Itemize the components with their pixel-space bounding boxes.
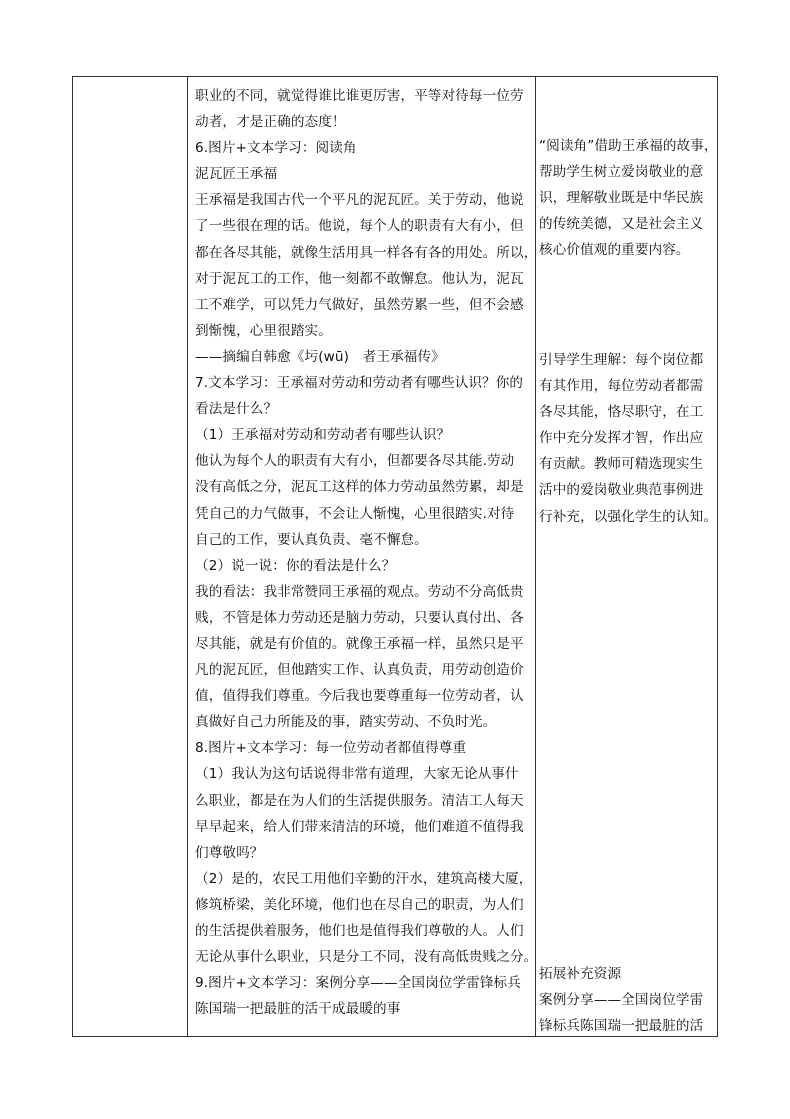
- content-line: （1）王承福对劳动和劳动者有哪些认识？: [195, 427, 451, 444]
- note-line: 有贡献。教师可精选现实生: [539, 456, 704, 473]
- content-line: （2）说一说：你的看法是什么？: [195, 557, 396, 574]
- note-line: 锋标兵陈国瑞一把最脏的活: [539, 1018, 704, 1035]
- note-line: 帮助学生树立爱岗敬业的意: [539, 164, 704, 181]
- content-line: 6.图片+文本学习：阅读角: [195, 140, 357, 157]
- content-line: 修筑桥梁，美化环境，他们也在尽自己的职责，为人们: [195, 896, 524, 913]
- content-line: 7.文本学习：王承福对劳动和劳动者有哪些认识？你的: [195, 375, 524, 392]
- note-line: 行补充，以强化学生的认知。: [539, 508, 718, 525]
- content-line: 凡的泥瓦匠，但他踏实工作、认真负责，用劳动创造价: [195, 662, 524, 679]
- content-line: 早早起来，给人们带来清洁的环境，他们难道不值得我: [195, 818, 524, 835]
- content-line: 泥瓦匠王承福: [195, 166, 278, 183]
- content-line: 自己的工作，要认真负责、毫不懈怠。: [195, 531, 428, 548]
- content-line: 9.图片+文本学习：案例分享——全国岗位学雷锋标兵: [195, 975, 521, 992]
- note-line: 核心价值观的重要内容。: [539, 242, 690, 259]
- content-line: 都在各尽其能，就像生活用具一样各有各的用处。所以，: [195, 244, 538, 261]
- content-line: 工不难学，可以凭力气做好，虽然劳累一些，但不会感: [195, 296, 524, 313]
- note-line: 引导学生理解：每个岗位都: [539, 352, 704, 368]
- content-line: 8.图片+文本学习：每一位劳动者都值得尊重: [195, 740, 467, 757]
- content-line: 们尊敬吗？: [195, 844, 264, 861]
- content-line: 没有高低之分，泥瓦工这样的体力劳动虽然劳累，却是: [195, 479, 524, 496]
- content-line: （2）是的，农民工用他们辛勤的汗水，建筑高楼大厦，: [195, 870, 533, 887]
- note-line: 有其作用，每位劳动者都需: [539, 378, 704, 395]
- content-line: 贱，不管是体力劳动还是脑力劳动，只要认真付出、各: [195, 609, 524, 626]
- design-intent-note-guidance: [539, 347, 718, 530]
- note-line: 作中充分发挥才智，作出应: [539, 430, 704, 447]
- note-line: 各尽其能，恪尽职守，在工: [539, 404, 704, 421]
- content-line: 动者，才是正确的态度！: [195, 114, 346, 131]
- content-line: 值，值得我们尊重。今后我也要尊重每一位劳动者，认: [195, 688, 524, 705]
- content-line: （1）我认为这句话说得非常有道理，大家无论从事什: [195, 766, 519, 783]
- content-line: 他认为每个人的职责有大有小，但都要各尽其能.劳动: [195, 453, 515, 470]
- content-line: 无论从事什么职业，只是分工不同，没有高低贵贱之分。: [195, 949, 538, 966]
- teaching-content-cell: [195, 83, 540, 1022]
- content-line: 陈国瑞一把最脏的活干成最暖的事: [195, 1001, 401, 1018]
- content-line: 的生活提供着服务，他们也是值得我们尊敬的人。人们: [195, 923, 524, 939]
- design-intent-note-resources: [539, 961, 715, 1039]
- content-line: 王承福是我国古代一个平凡的泥瓦匠。关于劳动，他说: [195, 192, 524, 209]
- note-line: 活中的爱岗敬业典范事例进: [539, 482, 704, 499]
- content-line: 真做好自己力所能及的事，踏实劳动、不负时光。: [195, 714, 497, 731]
- note-line: 拓展补充资源: [539, 966, 622, 982]
- content-line: ——摘编自韩愈《圬(wū) 者王承福传》: [195, 348, 445, 365]
- column-divider-left: [187, 77, 188, 1036]
- lesson-table: [72, 76, 718, 1037]
- content-line: 看法是什么？: [195, 401, 278, 418]
- note-line: 案例分享——全国岗位学雷: [539, 992, 704, 1009]
- content-line: 凭自己的力气做事，不会让人惭愧，心里很踏实.对待: [195, 505, 515, 522]
- content-line: 尽其能，就是有价值的。就像王承福一样，虽然只是平: [195, 635, 524, 652]
- content-line: 我的看法：我非常赞同王承福的观点。劳动不分高低贵: [195, 583, 524, 600]
- note-line: 的传统美德，又是社会主义: [539, 216, 704, 233]
- note-line: 识，理解敬业既是中华民族: [539, 190, 704, 207]
- content-line: 到惭愧，心里很踏实。: [195, 322, 332, 339]
- content-line: 了一些很在理的话。他说，每个人的职责有大有小，但: [195, 218, 524, 235]
- note-line: “阅读角”借助王承福的故事，: [539, 138, 718, 154]
- content-line: 么职业，都是在为人们的生活提供服务。清洁工人每天: [195, 792, 524, 809]
- content-line: 对于泥瓦工的工作，他一刻都不敢懈怠。他认为，泥瓦: [195, 270, 524, 287]
- content-line: 职业的不同，就觉得谁比谁更厉害，平等对待每一位劳: [195, 88, 524, 104]
- design-intent-note-reading: [539, 133, 718, 263]
